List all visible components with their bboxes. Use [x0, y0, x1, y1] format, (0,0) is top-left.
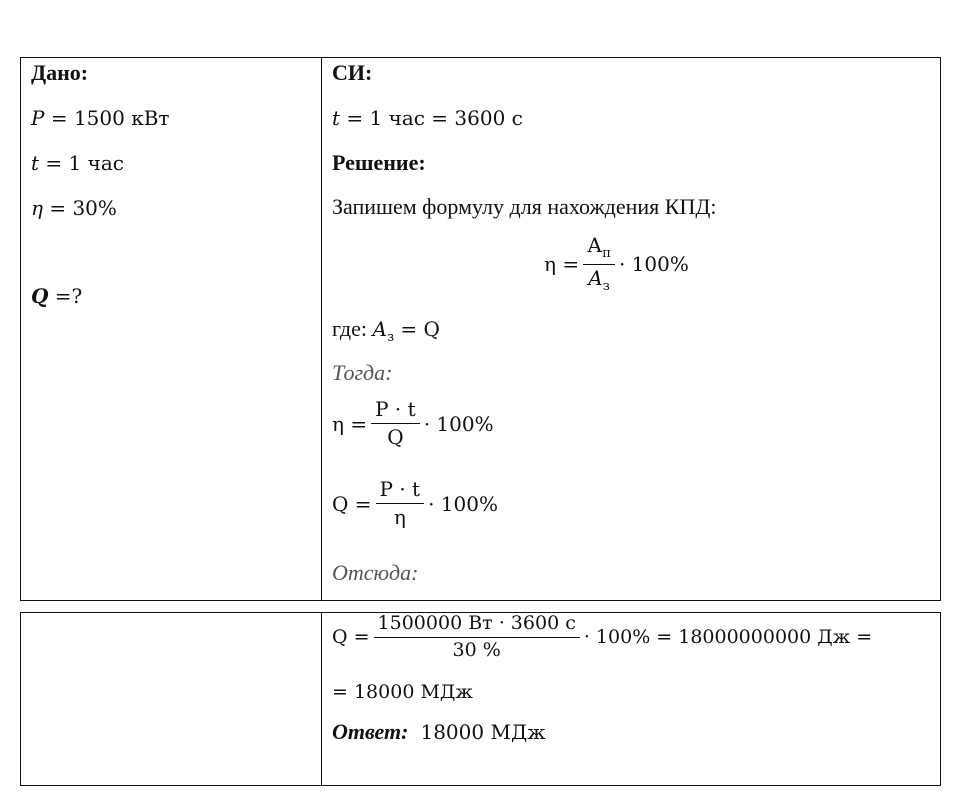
then-label: Тогда:: [332, 360, 393, 385]
answer-line: [332, 719, 546, 745]
calc-denominator: 30 %: [452, 638, 501, 661]
answer-value: 18000 МДж: [420, 720, 546, 744]
given-time: [31, 151, 124, 175]
column-divider: [321, 58, 322, 600]
calculation-result: = 18000 МДж: [332, 681, 473, 703]
formula2-lhs: η =: [332, 411, 368, 436]
unknown-quantity: [31, 284, 82, 308]
where-variable: A: [372, 317, 387, 341]
formula2-fraction: [371, 398, 420, 449]
calculation-formula: [332, 613, 872, 662]
formula1-numerator: $А_п$: [583, 234, 615, 265]
formula1-rhs: · 100%: [618, 252, 689, 277]
calc-rhs: · 100% = 18000000000 Дж =: [583, 626, 873, 649]
formula-3: [332, 478, 498, 529]
efficiency-formula: [544, 234, 689, 295]
formula1-lhs: η =: [544, 252, 580, 277]
solution-table: [20, 57, 941, 601]
si-time-value: = 1 час = 3600 с: [340, 106, 523, 130]
calc-numerator: 1500000 Вт · 3600 с: [374, 613, 580, 638]
unknown-variable: Q: [31, 284, 49, 308]
efficiency-value: = 30%: [42, 196, 117, 220]
efficiency-variable: η: [31, 196, 43, 220]
si-time: [332, 106, 523, 130]
formula3-numerator: P · t: [376, 478, 425, 504]
where-subscript: з: [386, 330, 395, 345]
si-time-variable: t: [332, 106, 341, 130]
formula1-fraction: [583, 234, 615, 295]
solution-heading: Решение:: [332, 150, 426, 175]
hence-label: Отсюда:: [332, 560, 419, 585]
given-heading: Дано:: [31, 60, 89, 85]
calc-fraction: [374, 613, 580, 662]
where-value: = Q: [394, 317, 440, 341]
calc-lhs: Q =: [332, 626, 370, 649]
formula3-rhs: · 100%: [428, 491, 498, 516]
where-line: [332, 316, 440, 345]
si-heading: СИ:: [332, 60, 373, 85]
given-efficiency: [31, 196, 117, 220]
time-value: = 1 час: [39, 151, 124, 175]
formula2-numerator: P · t: [371, 398, 420, 424]
formula-intro: Запишем формулу для нахождения КПД:: [332, 194, 717, 219]
formula3-denominator: η: [393, 505, 406, 529]
formula1-denominator: $A_з$: [588, 265, 610, 294]
power-variable: P: [31, 106, 45, 130]
given-power: [31, 106, 169, 130]
calculation-table: [20, 612, 941, 786]
formula2-rhs: · 100%: [423, 411, 494, 436]
formula3-lhs: Q =: [332, 491, 372, 516]
power-value: = 1500 кВт: [44, 106, 170, 130]
time-variable: t: [31, 151, 40, 175]
column-divider: [321, 613, 322, 785]
formula-2: [332, 398, 494, 449]
unknown-mark: =?: [48, 284, 83, 308]
formula3-fraction: [376, 478, 425, 529]
formula2-denominator: Q: [387, 425, 404, 449]
where-label: где:: [332, 316, 373, 341]
answer-label: Ответ:: [332, 719, 409, 744]
